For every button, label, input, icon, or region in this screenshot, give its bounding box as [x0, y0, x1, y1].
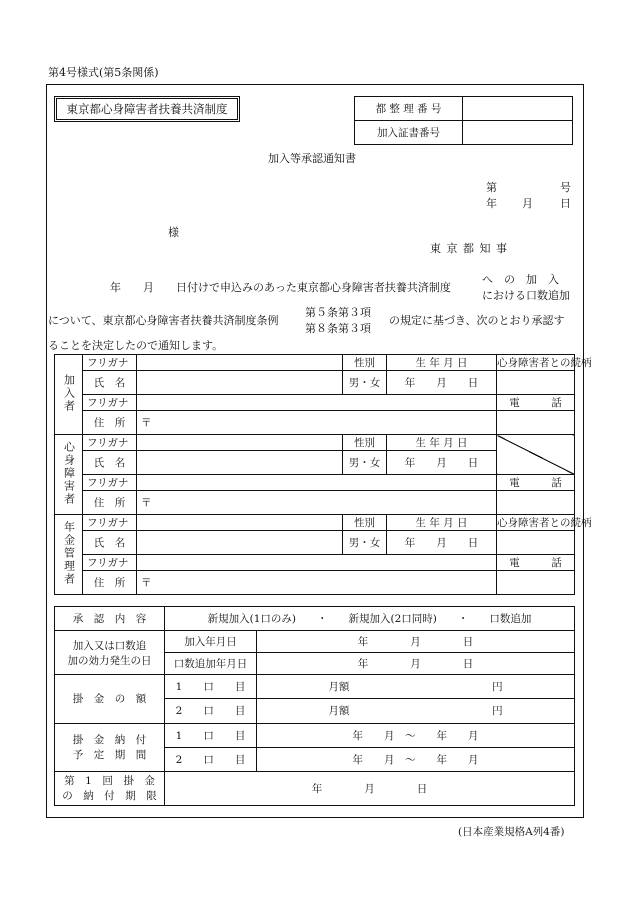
issuer: 東 京 都 知 事 [430, 242, 508, 255]
manager-birth-label: 生 年 月 日 [387, 515, 497, 531]
enrollee-gender-options[interactable]: 男・女 [343, 371, 387, 395]
approval-content-options[interactable]: 新規加入(1口のみ) ・ 新規加入(2口同時) ・ 口数追加 [165, 607, 575, 631]
document-title: 加入等承認通知書 [268, 152, 356, 165]
disabled-phone-field[interactable] [497, 491, 575, 515]
disabled-address-furigana-field[interactable] [137, 475, 497, 491]
date-month: 月 [522, 197, 533, 210]
addressee-suffix: 様 [168, 226, 179, 239]
article-8: 第８条第３項 [305, 322, 371, 335]
first-payment-field[interactable]: 年 月 日 [165, 771, 575, 805]
disabled-address-label: 住 所 [83, 491, 137, 515]
payment-period-label-line-2: 予 定 期 間 [72, 749, 147, 762]
system-name: 東京都心身障害者扶養共済制度 [66, 102, 228, 116]
option-join: へ の 加 入 [482, 273, 559, 286]
disabled-phone-label: 電 話 [497, 475, 575, 491]
manager-address-furigana-field[interactable] [137, 555, 497, 571]
effective-date-label-line-2: 加の効力発生の日 [67, 654, 152, 667]
body-line-2: について、東京都心身障害者扶養共済制度条例 [48, 314, 279, 327]
number-prefix: 第 [486, 181, 497, 194]
disabled-relation-void [497, 435, 575, 475]
disabled-gender-label: 性別 [343, 435, 387, 451]
premium-unit-1-yen: 円 [492, 681, 503, 694]
enrollee-address-furigana-label: フリガナ [83, 395, 137, 411]
enrollee-address-field[interactable]: 〒 [137, 411, 497, 435]
enrollee-relation-label: 心身障害者との続柄 [497, 355, 575, 371]
enrollee-furigana-label: フリガナ [83, 355, 137, 371]
period-unit-1-label: 1 口 目 [165, 723, 257, 747]
premium-label: 掛 金 の 額 [55, 675, 165, 723]
premium-unit-2-field[interactable] [257, 699, 575, 723]
enrollee-phone-field[interactable] [497, 411, 575, 435]
add-date-field[interactable]: 年 月 日 [257, 653, 575, 675]
first-payment-label-line-2: の 納 付 期 限 [62, 790, 157, 803]
enroll-date-label: 加入年月日 [165, 631, 257, 653]
system-name-box [54, 96, 240, 122]
period-unit-2-label: 2 口 目 [165, 747, 257, 771]
first-payment-label [55, 771, 165, 805]
premium-unit-2-monthly: 月額 [328, 705, 350, 718]
enrollee-name-field[interactable] [137, 371, 343, 395]
disabled-section-label: 心身障害者 [55, 435, 83, 515]
approval-table [54, 606, 575, 806]
persons-table [54, 354, 592, 595]
enroll-date-field[interactable]: 年 月 日 [257, 631, 575, 653]
enrollment-cert-field[interactable] [463, 121, 573, 145]
manager-phone-label: 電 話 [497, 555, 575, 571]
manager-name-label: 氏 名 [83, 531, 137, 555]
disabled-furigana-label: フリガナ [83, 435, 137, 451]
approval-content-label: 承 認 内 容 [55, 607, 165, 631]
first-payment-label-line-1: 第 1 回 掛 金 [64, 775, 155, 788]
enrollment-cert-label: 加入証書番号 [355, 121, 463, 145]
premium-unit-2-label: 2 口 目 [165, 699, 257, 723]
form-number: 第4号様式(第5条関係) [48, 66, 159, 79]
manager-gender-options[interactable]: 男・女 [343, 531, 387, 555]
manager-gender-label: 性別 [343, 515, 387, 531]
manager-name-field[interactable] [137, 531, 343, 555]
body-line-2-end: の規定に基づき、次のとおり承認す [389, 314, 565, 327]
enrollee-address-furigana-field[interactable] [137, 395, 497, 411]
article-5: 第５条第３項 [305, 306, 371, 319]
disabled-address-furigana-label: フリガナ [83, 475, 137, 491]
period-unit-1-field[interactable]: 年 月 ～ 年 月 [257, 723, 575, 747]
footer-standard: (日本産業規格A列4番) [458, 826, 565, 838]
date-day: 日 [560, 197, 571, 210]
premium-unit-1-field[interactable] [257, 675, 575, 699]
manager-phone-field[interactable] [497, 571, 575, 595]
enrollee-gender-label: 性別 [343, 355, 387, 371]
enrollee-birth-field[interactable]: 年 月 日 [387, 371, 497, 395]
disabled-address-field[interactable]: 〒 [137, 491, 497, 515]
manager-birth-field[interactable]: 年 月 日 [387, 531, 497, 555]
disabled-birth-field[interactable]: 年 月 日 [387, 451, 497, 475]
add-date-label: 口数追加年月日 [165, 653, 257, 675]
disabled-name-label: 氏 名 [83, 451, 137, 475]
disabled-name-field[interactable] [137, 451, 343, 475]
disabled-furigana-field[interactable] [137, 435, 343, 451]
manager-address-furigana-label: フリガナ [83, 555, 137, 571]
id-number-table [354, 96, 573, 145]
premium-unit-1-monthly: 月額 [328, 681, 350, 694]
metro-id-field[interactable] [463, 97, 573, 121]
enrollee-phone-label: 電 話 [497, 395, 575, 411]
enrollee-section-label: 加入者 [55, 355, 83, 435]
disabled-birth-label: 生 年 月 日 [387, 435, 497, 451]
enrollee-birth-label: 生 年 月 日 [387, 355, 497, 371]
number-suffix: 号 [560, 181, 571, 194]
period-unit-2-field[interactable]: 年 月 ～ 年 月 [257, 747, 575, 771]
premium-unit-1-label: 1 口 目 [165, 675, 257, 699]
option-add-units: における口数追加 [482, 289, 570, 302]
manager-furigana-field[interactable] [137, 515, 343, 531]
premium-unit-2-yen: 円 [492, 705, 503, 718]
manager-relation-label: 心身障害者との続柄 [497, 515, 575, 531]
enrollee-name-label: 氏 名 [83, 371, 137, 395]
enrollee-address-label: 住 所 [83, 411, 137, 435]
metro-id-label: 都 整 理 番 号 [355, 97, 463, 121]
enrollee-relation-field[interactable] [497, 371, 575, 395]
body-line-1: 年 月 日付けで申込みのあった東京都心身障害者扶養共済制度 [110, 281, 451, 294]
date-year: 年 [486, 197, 497, 210]
disabled-gender-options[interactable]: 男・女 [343, 451, 387, 475]
enrollee-furigana-field[interactable] [137, 355, 343, 371]
payment-period-label-line-1: 掛 金 納 付 [72, 734, 147, 747]
effective-date-label-line-1: 加入又は口数追 [72, 639, 147, 652]
effective-date-label [55, 631, 165, 675]
body-line-3: ることを決定したので通知します。 [48, 339, 224, 352]
payment-period-label [55, 723, 165, 771]
manager-address-label: 住 所 [83, 571, 137, 595]
manager-furigana-label: フリガナ [83, 515, 137, 531]
manager-relation-field[interactable] [497, 531, 575, 555]
manager-address-field[interactable]: 〒 [137, 571, 497, 595]
pension-manager-section-label: 年金管理者 [55, 515, 83, 595]
